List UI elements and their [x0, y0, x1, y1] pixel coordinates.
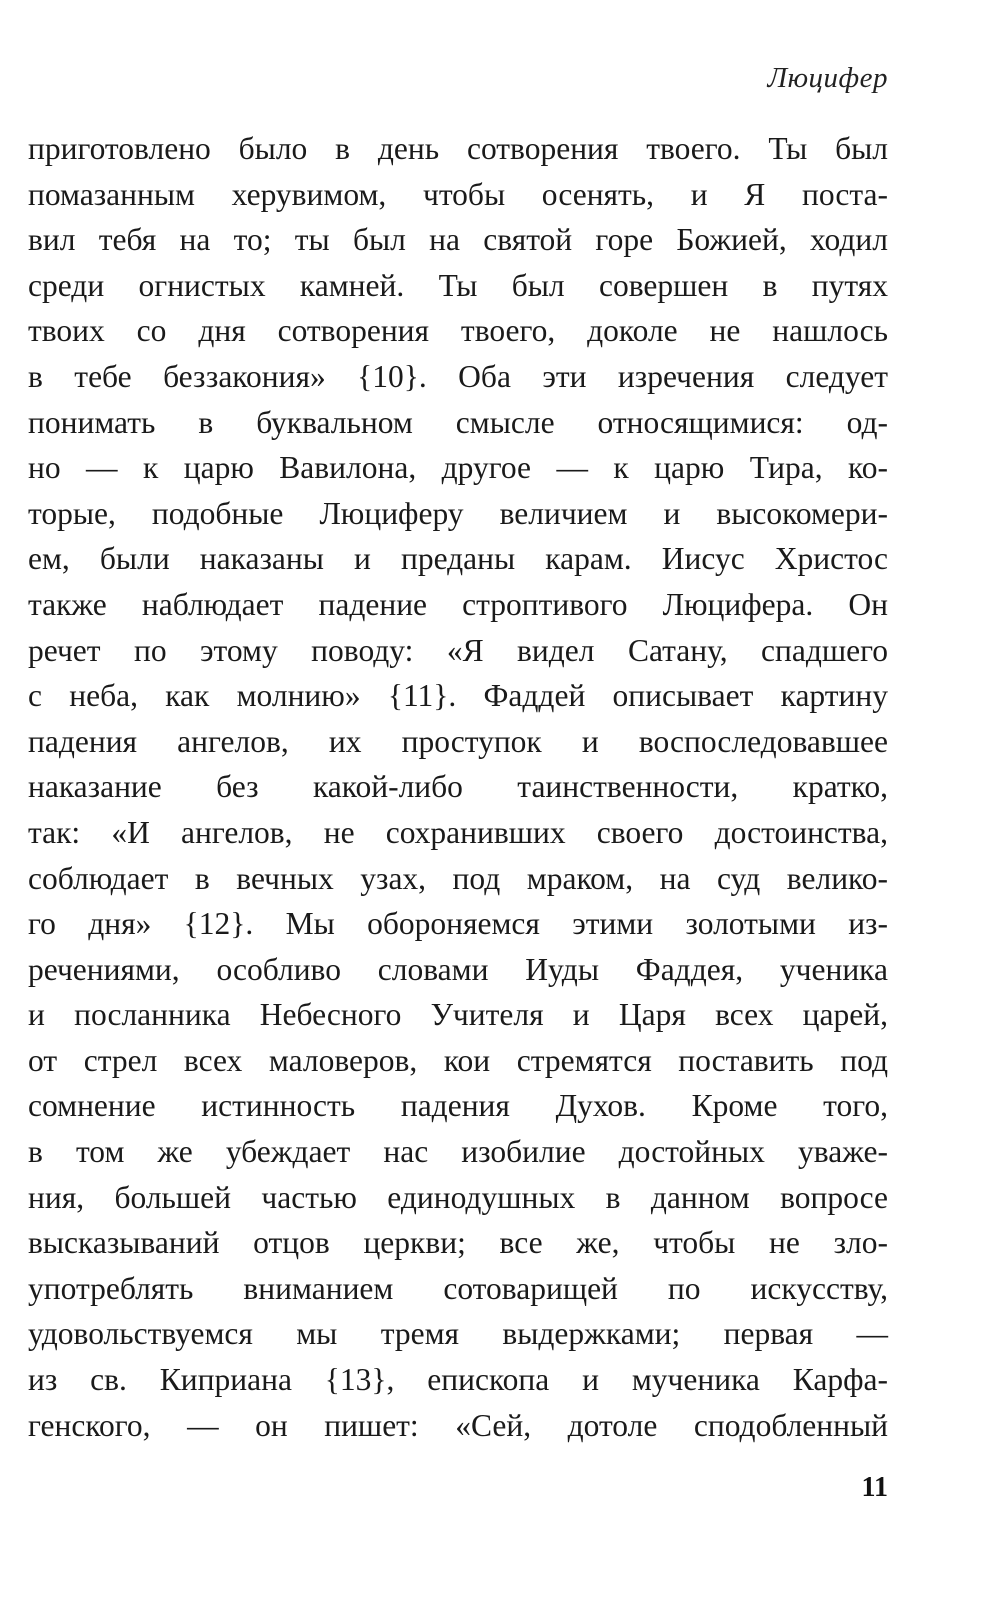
text-line: с неба, как молнию» {11}. Фаддей описывает картину: [28, 678, 888, 714]
text-line: также наблюдает падение строптивого Люцифера. Он: [28, 586, 888, 622]
text-line: вил тебя на то; ты был на святой горе Божией, ходил: [28, 222, 888, 258]
text-line: приготовлено было в день сотворения твоего. Ты был: [28, 131, 888, 166]
text-line: твоих со дня сотворения твоего, доколе не нашлось: [28, 313, 888, 349]
text-line: и посланника Небесного Учителя и Царя всех царей,: [28, 997, 888, 1033]
text-line: соблюдает в вечных узах, под мраком, на суд велико-: [28, 860, 888, 896]
text-line: так: «И ангелов, не сохранивших своего достоинства,: [28, 814, 888, 850]
text-line: среди огнистых камней. Ты был совершен в путях: [28, 267, 888, 303]
text-line: в тебе беззакония» {10}. Оба эти изречения следует: [28, 358, 888, 394]
text-line: речет по этому поводу: «Я видел Сатану, спадшего: [28, 632, 888, 668]
body-text: [28, 126, 888, 1448]
text-line: употреблять вниманием сотоварищей по искусству,: [28, 1270, 888, 1306]
text-line: из св. Киприана {13}, епископа и мученика Карфа-: [28, 1362, 888, 1398]
running-title: Люцифер: [767, 62, 888, 94]
text-line: наказание без какой-либо таинственности, кратко,: [28, 769, 888, 805]
text-line: сомнение истинность падения Духов. Кроме того,: [28, 1088, 888, 1124]
text-line: помазанным херувимом, чтобы осенять, и Я поста-: [28, 176, 888, 212]
text-line: ния, большей частью единодушных в данном вопросе: [28, 1179, 888, 1215]
text-line: удовольствуемся мы тремя выдержками; первая —: [28, 1316, 888, 1352]
text-line: но — к царю Вавилона, другое — к царю Тира, ко-: [28, 450, 888, 486]
text-line: высказываний отцов церкви; все же, чтобы не зло-: [28, 1225, 888, 1261]
text-line: ем, были наказаны и преданы карам. Иисус Христос: [28, 541, 888, 577]
text-line: падения ангелов, их проступок и воспоследовавшее: [28, 723, 888, 759]
text-line: го дня» {12}. Мы обороняемся этими золотыми из-: [28, 906, 888, 942]
text-line: понимать в буквальном смысле относящимися: од-: [28, 404, 888, 440]
text-line: генского, — он пишет: «Сей, дотоле сподобленный: [28, 1407, 888, 1443]
text-line: от стрел всех маловеров, кои стремятся поставить под: [28, 1042, 888, 1078]
text-line: торые, подобные Люциферу величием и высокомери-: [28, 495, 888, 531]
page-number: 11: [861, 1472, 888, 1503]
text-line: речениями, особливо словами Иуды Фаддея, ученика: [28, 951, 888, 987]
text-line: в том же убеждает нас изобилие достойных уваже-: [28, 1134, 888, 1170]
